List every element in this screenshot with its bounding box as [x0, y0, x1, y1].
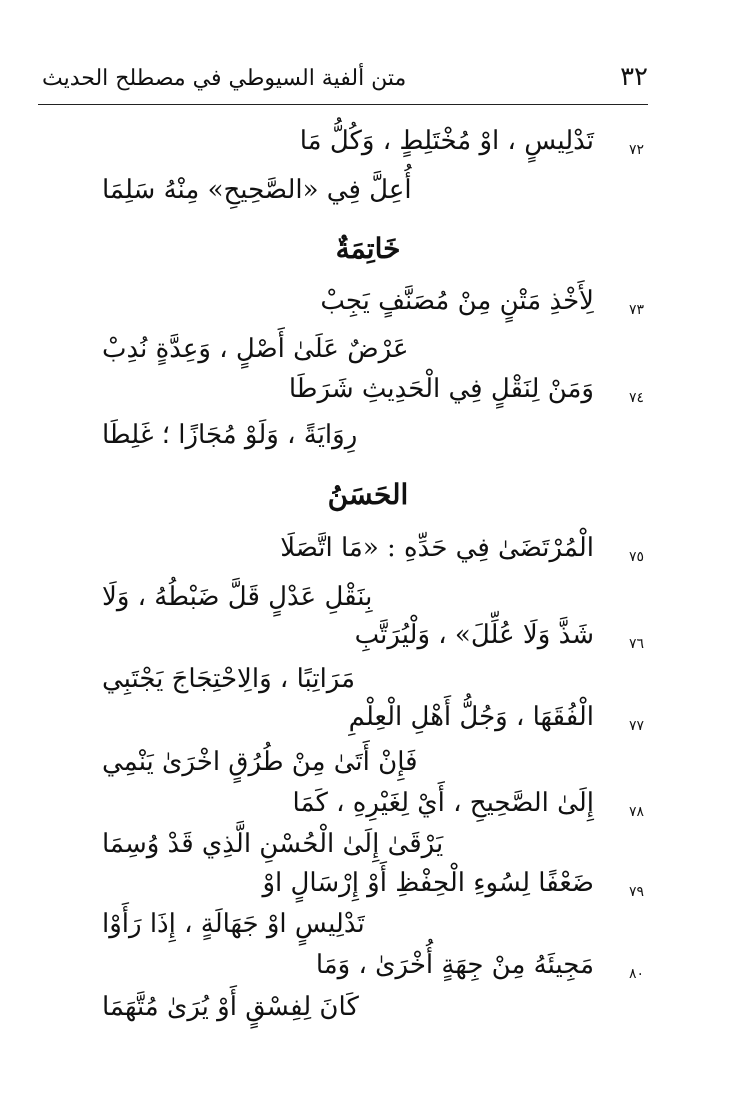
verse-second-hemistich: تَدْلِيسٍ اوْ جَهَالَةٍ ، إِذَا رَأَوْا — [102, 909, 365, 939]
verse-number: ٧٧ — [628, 718, 644, 734]
verse-second-hemistich: كَانَ لِفِسْقٍ أَوْ يُرَىٰ مُتَّهَمَا — [102, 992, 359, 1022]
verse-number: ٧٣ — [628, 302, 644, 318]
verse-first-hemistich: الْفُقَهَا ، وَجُلُّ أَهْلِ الْعِلْمِ — [348, 702, 594, 732]
section-heading-hasan: الحَسَنُ — [327, 478, 409, 511]
verse-first-hemistich: ضَعْفًا لِسُوءِ الْحِفْظِ أَوْ إِرْسَالٍ اوْ — [262, 868, 594, 898]
header-divider — [38, 104, 648, 105]
running-header — [42, 58, 648, 102]
verse-second-hemistich: رِوَايَةً ، وَلَوْ مُجَازًا ؛ غَلِطَا — [102, 420, 358, 450]
verse-first-hemistich: شَذَّ وَلَا عُلِّلَ» ، وَلْيُرَتَّبِ — [354, 620, 594, 650]
verse-first-hemistich: وَمَنْ لِنَقْلٍ فِي الْحَدِيثِ شَرَطَا — [288, 374, 594, 404]
verse-second-hemistich: عَرْضٌ عَلَىٰ أَصْلٍ ، وَعِدَّةٍ نُدِبْ — [102, 334, 409, 364]
verse-first-hemistich: تَدْلِيسٍ ، اوْ مُخْتَلِطٍ ، وَكُلُّ مَا — [299, 126, 594, 156]
page-number: ٣٢ — [620, 62, 648, 92]
verse-first-hemistich: الْمُرْتَضَىٰ فِي حَدِّهِ : «مَا اتَّصَلَا — [280, 533, 594, 563]
section-heading-khatima: خَاتِمَةٌ — [335, 232, 401, 265]
verse-number: ٧٢ — [628, 142, 644, 158]
verse-first-hemistich: مَجِيئَهُ مِنْ جِهَةٍ أُخْرَىٰ ، وَمَا — [315, 950, 594, 980]
verse-number: ٧٤ — [628, 390, 644, 406]
verse-number: ٧٥ — [628, 549, 644, 565]
verse-second-hemistich: مَرَاتِبًا ، وَالِاحْتِجَاجَ يَجْتَبِي — [102, 664, 356, 694]
verse-first-hemistich: إِلَىٰ الصَّحِيحِ ، أَيْ لِغَيْرِهِ ، كَمَا — [292, 788, 594, 818]
verse-number: ٧٨ — [628, 804, 644, 820]
book-title: متن ألفية السيوطي في مصطلح الحديث — [42, 66, 407, 91]
verse-number: ٨٠ — [628, 966, 644, 982]
verse-second-hemistich: بِنَقْلِ عَدْلٍ قَلَّ ضَبْطُهُ ، وَلَا — [102, 582, 373, 612]
verse-number: ٧٩ — [628, 884, 644, 900]
verse-second-hemistich: أُعِلَّ فِي «الصَّحِيحِ» مِنْهُ سَلِمَا — [102, 175, 412, 205]
verse-second-hemistich: فَإِنْ أَتَىٰ مِنْ طُرُقٍ اخْرَىٰ يَنْمِي — [102, 747, 418, 777]
verse-number: ٧٦ — [628, 636, 644, 652]
verse-second-hemistich: يَرْقَىٰ إِلَىٰ الْحُسْنِ الَّذِي قَدْ وُسِمَا — [102, 829, 444, 859]
verse-first-hemistich: لِأَخْذِ مَتْنٍ مِنْ مُصَنَّفٍ يَجِبْ — [320, 286, 594, 316]
